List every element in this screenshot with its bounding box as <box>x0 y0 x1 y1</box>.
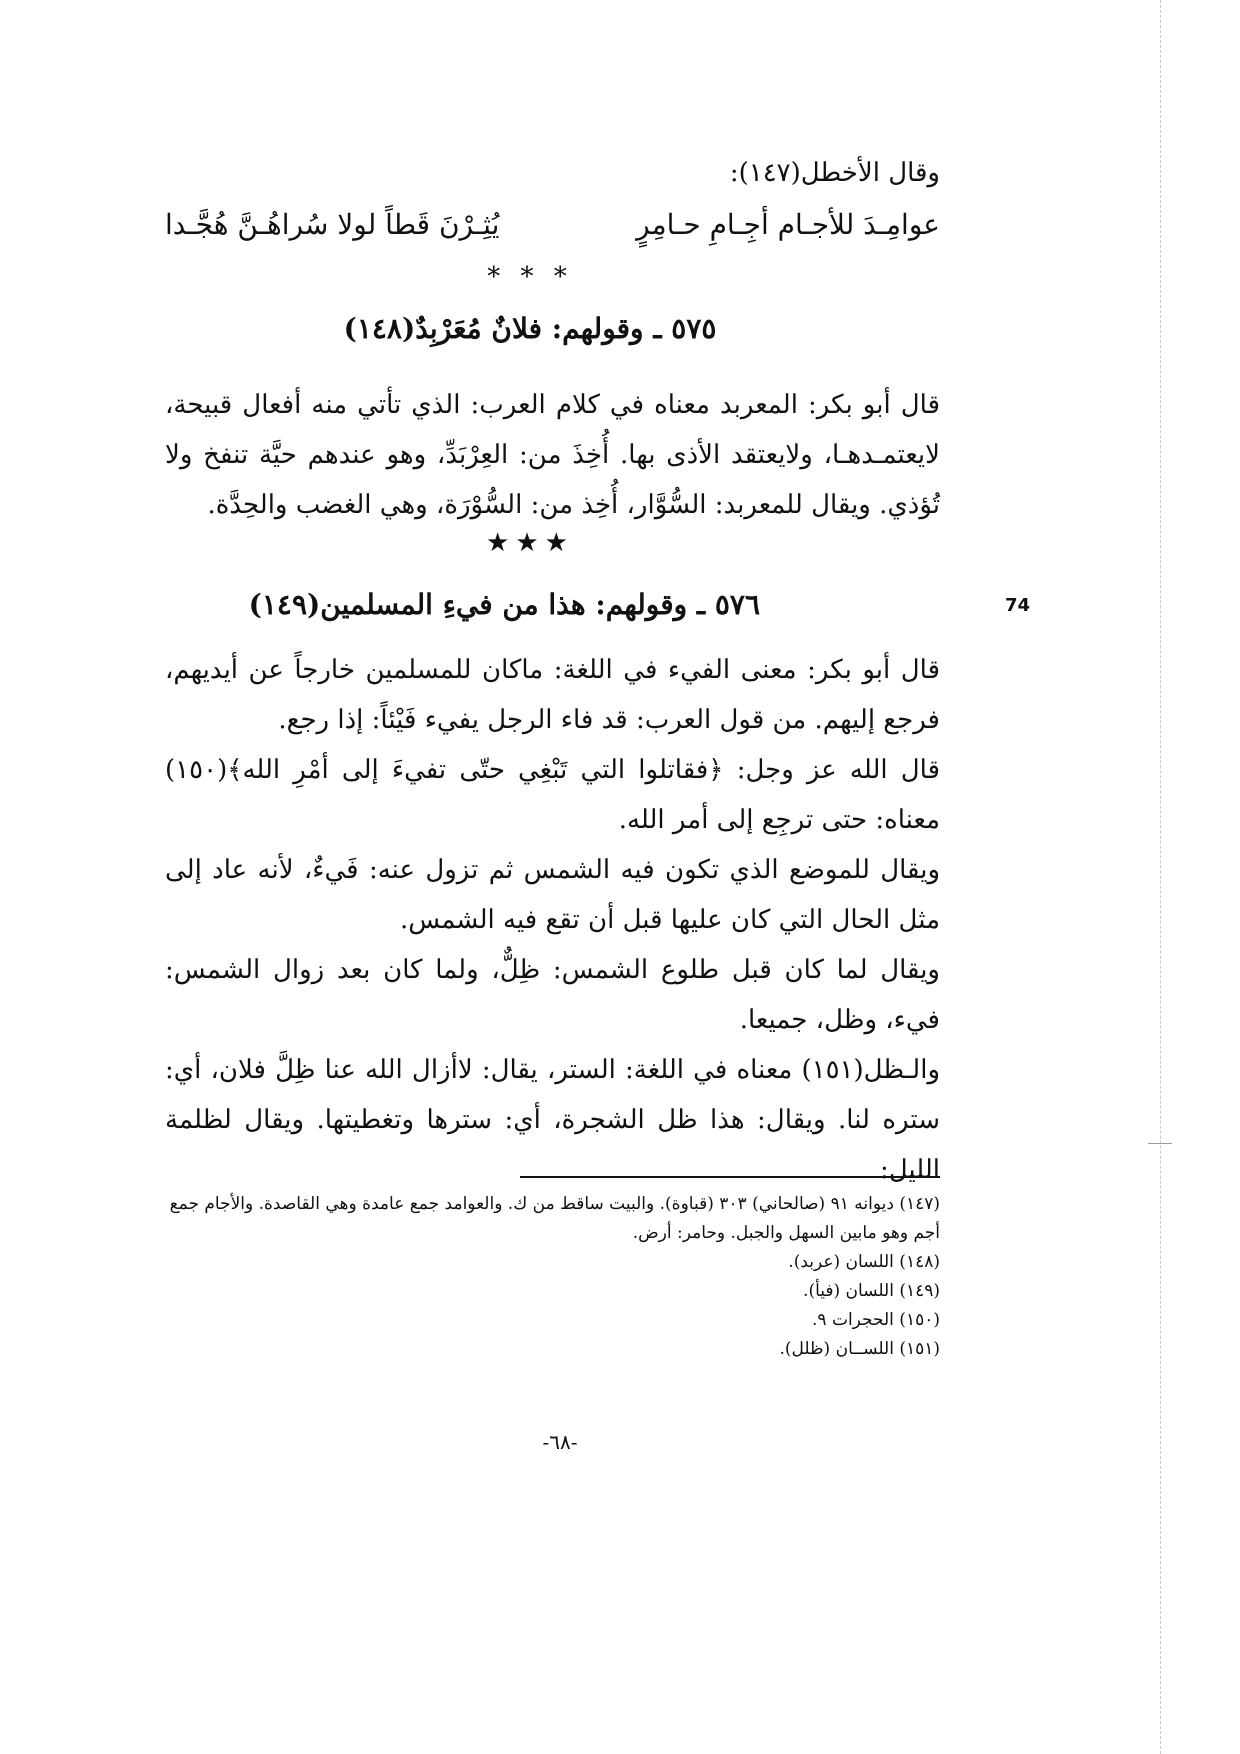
footnote: (١٥٠) الحجرات ٩. <box>812 1310 940 1330</box>
section-separator: * * * <box>487 262 573 292</box>
page-number: -٦٨- <box>542 1430 578 1454</box>
section-575-heading: ٥٧٥ ـ وقولهم: فلانٌ مُعَرْبِدٌ(١٤٨) <box>343 312 717 345</box>
paragraph: والـظل(١٥١) معناه في اللغة: الستر، يقال: لاأزال الله عنا ظِلَّ فلان، أي: ستره لنا. ويقال: هذا ظل الشجرة، أي: سترها وتغطيتها. ويقال لظلمة الليل: <box>165 1055 940 1185</box>
section-576-heading: ٥٧٦ ـ وقولهم: هذا من فيءِ المسلمين(١٤٩) <box>248 588 760 621</box>
poem-verse <box>165 208 940 241</box>
footnote-divider <box>520 1176 940 1178</box>
paragraph: ويقال لما كان قبل طلوع الشمس: ظِلٌّ، ولما كان بعد زوال الشمس: فيء، وظل، جميعا. <box>165 955 940 1035</box>
footnotes <box>165 1190 940 1364</box>
scan-edge-line <box>1160 0 1161 1754</box>
section-576-body <box>165 645 940 1195</box>
poem-intro: وقال الأخطل(١٤٧): <box>729 158 940 188</box>
verse-second-hemistich: يُثِـرْنَ قَطاً لولا سُراهُـنَّ هُجَّـدا <box>165 208 500 241</box>
footnote: (١٥١) اللســان (ظلل). <box>779 1339 940 1359</box>
scan-edge-tick <box>1148 1143 1172 1144</box>
footnote: (١٤٨) اللسان (عربد). <box>788 1252 940 1272</box>
margin-number: 74 <box>1005 595 1031 616</box>
paragraph: قال أبو بكر: معنى الفيء في اللغة: ماكان للمسلمين خارجاً عن أيديهم، فرجع إليهم. من قول العرب: قد فاء الرجل يفيء فَيْئاً: إذا رجع. <box>165 655 940 735</box>
footnote: (١٤٩) اللسان (فيأ). <box>803 1281 940 1301</box>
section-separator-2: ★★★ <box>486 528 574 558</box>
verse-first-hemistich: عوامِـدَ للأجـام أجِـامِ حـامِرٍ <box>636 208 940 241</box>
paragraph: قال الله عز وجل: ﴿فقاتلوا التي تَبْغِي حتّى تفيءَ إلى أمْرِ الله﴾(١٥٠) معناه: حتى ترجِع إلى أمر الله. <box>165 755 940 835</box>
paragraph: ويقال للموضع الذي تكون فيه الشمس ثم تزول عنه: فَيءٌ، لأنه عاد إلى مثل الحال التي كان عليها قبل أن تقع فيه الشمس. <box>165 855 940 935</box>
section-575-body: قال أبو بكر: المعربد معناه في كلام العرب: الذي تأتي منه أفعال قبيحة، لايعتمـدهـا، ولايعتقد الأذى بها. أُخِذَ من: العِرْبَدِّ، وهو عندهم حيَّة تنفخ ولا تُؤذي. ويقال للمعربد: السُّوَّار، أُخِذ من: السُّوْرَة، وهي الغضب والحِدَّة. <box>165 390 940 520</box>
footnote: (١٤٧) ديوانه ٩١ (صالحاني) ٣٠٣ (قباوة). والبيت ساقط من ك. والعوامد جمع عامدة وهي القاصدة. والأجام جمع أجم وهو مابين السهل والجبل. وحامر: أرض. <box>169 1194 940 1243</box>
